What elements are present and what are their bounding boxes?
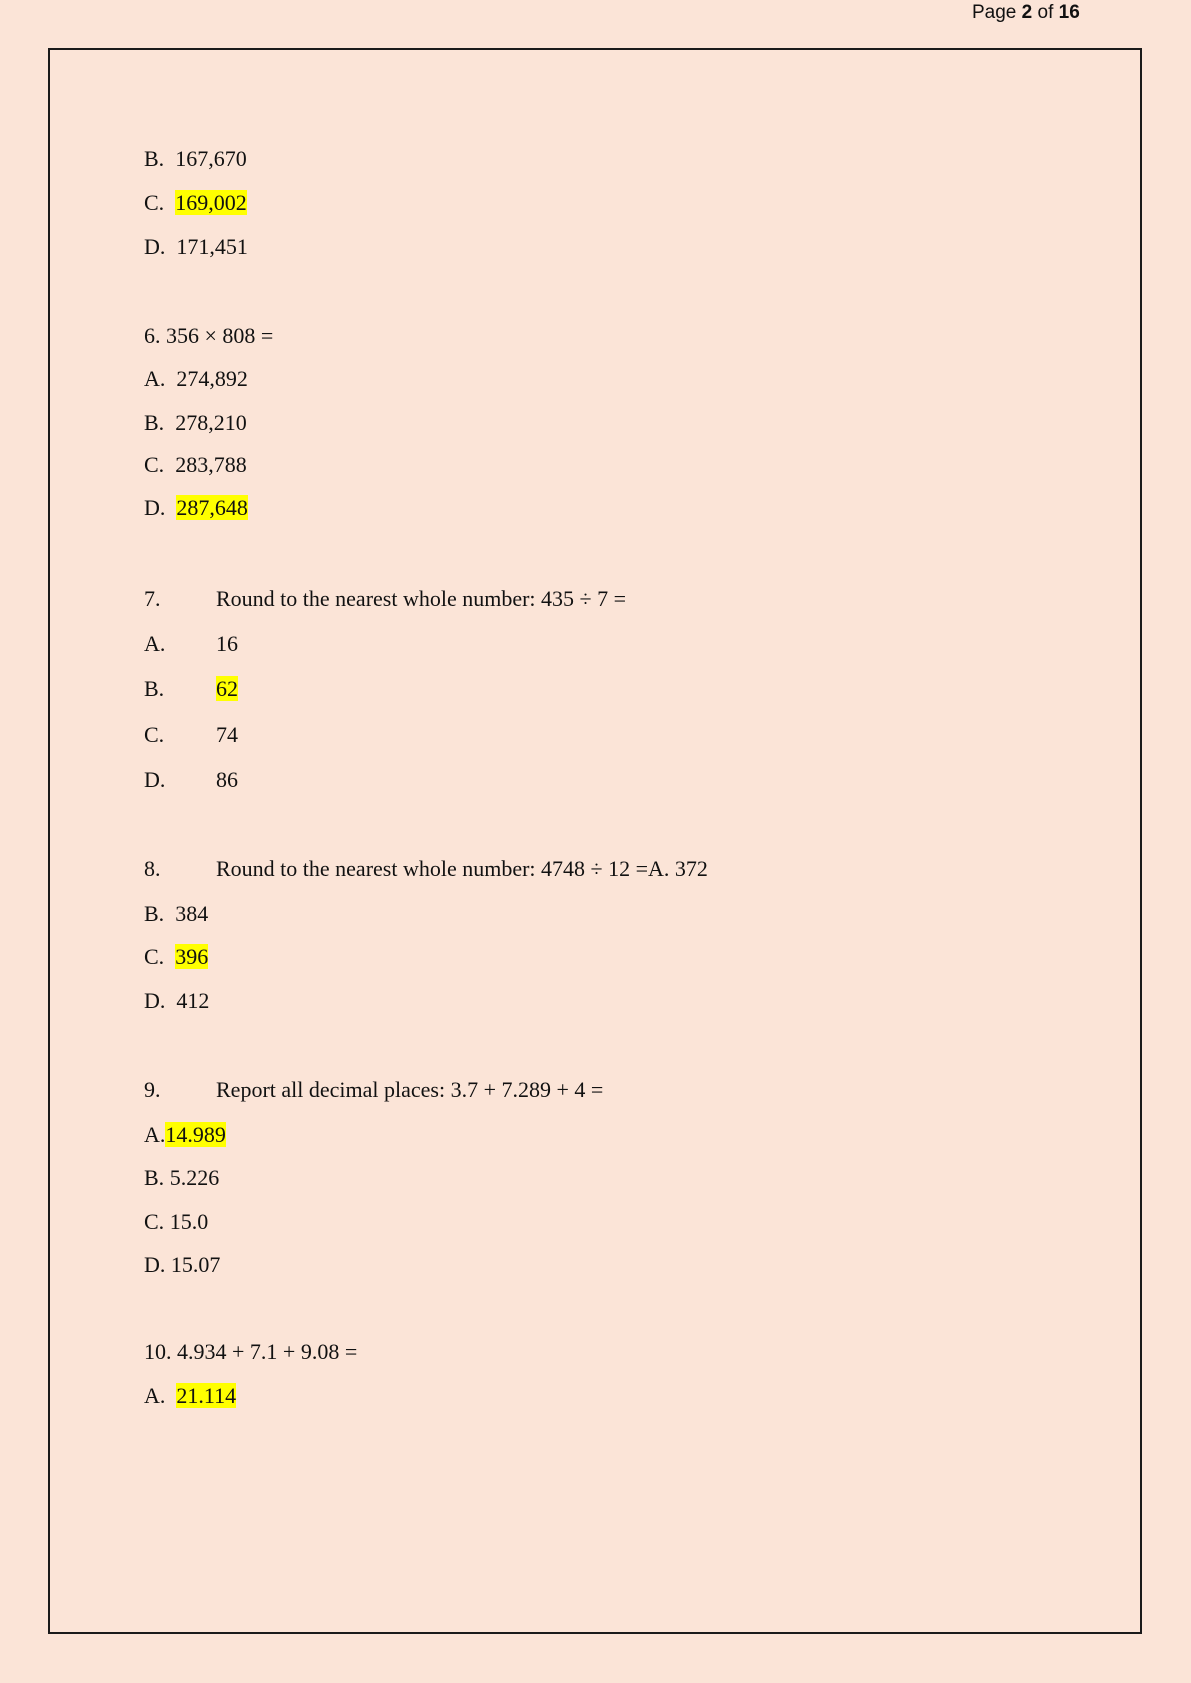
page-total: 16	[1058, 2, 1080, 23]
q10-question: 10. 4.934 + 7.1 + 9.08 =	[144, 1339, 358, 1364]
option-value: 412	[176, 988, 210, 1013]
option-letter: D.	[144, 234, 166, 259]
option-value: 274,892	[176, 366, 248, 391]
option-letter: C.	[144, 190, 165, 215]
option-letter: D.	[144, 1252, 166, 1277]
option-letter: B.	[144, 410, 165, 435]
q6-option-d	[144, 494, 248, 522]
page-prefix: Page	[972, 2, 1017, 23]
q5-option-d	[144, 233, 248, 261]
option-value: 171,451	[176, 234, 248, 259]
q6-option-c	[144, 451, 247, 479]
option-letter: C.	[144, 722, 165, 747]
page-number	[972, 2, 1080, 24]
option-letter: D.	[144, 988, 166, 1013]
option-letter: C.	[144, 944, 165, 969]
option-value: 74	[216, 722, 238, 747]
q8-option-d	[144, 987, 209, 1015]
q6-option-b	[144, 409, 247, 437]
question-number: 7.	[144, 586, 161, 611]
q7-option-d	[144, 766, 238, 794]
option-value: 167,670	[175, 146, 247, 171]
question-number: 8.	[144, 856, 161, 881]
q7-option-c	[144, 721, 238, 749]
page-of: of	[1037, 2, 1054, 23]
q6-question: 6. 356 × 808 =	[144, 323, 274, 348]
option-value: 278,210	[175, 410, 247, 435]
question-text: Round to the nearest whole number: 435 ÷ 7 =	[216, 586, 627, 611]
option-letter: B.	[144, 1165, 165, 1190]
question-text: Round to the nearest whole number: 4748 ÷ 12 =A. 372	[216, 856, 708, 881]
option-letter: B.	[144, 901, 165, 926]
q5-option-b	[144, 145, 247, 173]
correct-answer-highlight: 21.114	[176, 1383, 237, 1408]
option-value: 15.07	[170, 1252, 221, 1277]
option-letter: D.	[144, 495, 166, 520]
option-letter: A.	[144, 1122, 166, 1147]
q6-option-a	[144, 365, 248, 393]
q7-question	[144, 585, 626, 613]
correct-answer-highlight: 14.989	[165, 1122, 226, 1147]
question-number: 9.	[144, 1077, 161, 1102]
option-letter: D.	[144, 767, 166, 792]
correct-answer-highlight: 396	[175, 944, 209, 969]
option-value: 283,788	[175, 452, 247, 477]
option-letter: A.	[144, 1383, 166, 1408]
option-value: 16	[216, 631, 238, 656]
option-value: 86	[216, 767, 238, 792]
q7-option-b	[144, 675, 238, 703]
question-text: Report all decimal places: 3.7 + 7.289 + 4 =	[216, 1077, 604, 1102]
option-value: 5.226	[169, 1165, 220, 1190]
q9-option-d	[144, 1251, 220, 1279]
q8-option-b	[144, 900, 208, 928]
option-letter: A.	[144, 366, 166, 391]
option-letter: C.	[144, 1209, 165, 1234]
option-value: 384	[175, 901, 209, 926]
q8-question	[144, 855, 708, 883]
q8-option-c	[144, 943, 208, 971]
correct-answer-highlight: 62	[216, 676, 238, 701]
page-current: 2	[1021, 2, 1033, 23]
option-letter: C.	[144, 452, 165, 477]
q5-option-c	[144, 189, 247, 217]
q9-option-b	[144, 1164, 219, 1192]
q7-option-a	[144, 630, 238, 658]
q9-option-c	[144, 1208, 208, 1236]
option-letter: A.	[144, 631, 166, 656]
q9-option-a	[144, 1121, 226, 1149]
option-value: 15.0	[169, 1209, 209, 1234]
correct-answer-highlight: 169,002	[175, 190, 247, 215]
option-letter: B.	[144, 676, 165, 701]
option-letter: B.	[144, 146, 165, 171]
correct-answer-highlight: 287,648	[176, 495, 248, 520]
q10-option-a	[144, 1382, 236, 1410]
q9-question	[144, 1076, 603, 1104]
